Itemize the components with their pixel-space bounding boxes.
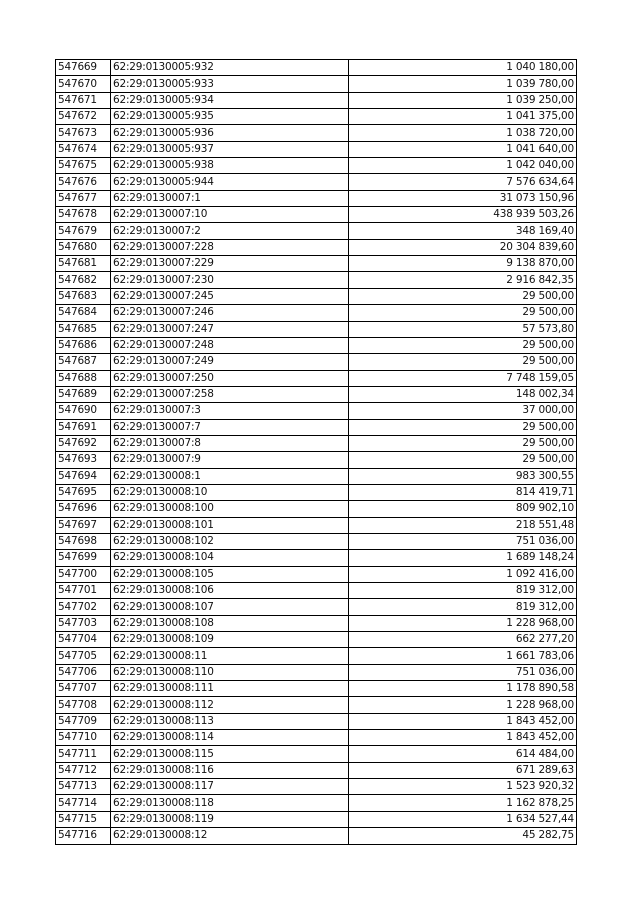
table-row bbox=[56, 583, 577, 599]
value-cell: 819 312,00 bbox=[349, 583, 577, 599]
table-body bbox=[56, 60, 577, 845]
row-id-cell: 547705 bbox=[56, 648, 111, 664]
row-id-cell: 547679 bbox=[56, 223, 111, 239]
row-id-cell: 547714 bbox=[56, 795, 111, 811]
table-row bbox=[56, 354, 577, 370]
row-id-cell: 547684 bbox=[56, 305, 111, 321]
row-id-cell: 547716 bbox=[56, 828, 111, 844]
row-id-cell: 547711 bbox=[56, 746, 111, 762]
table-row bbox=[56, 386, 577, 402]
row-id-cell: 547689 bbox=[56, 386, 111, 402]
cadastral-number-cell: 62:29:0130008:118 bbox=[111, 795, 349, 811]
value-cell: 809 902,10 bbox=[349, 501, 577, 517]
cadastral-number-cell: 62:29:0130008:113 bbox=[111, 713, 349, 729]
table-row bbox=[56, 239, 577, 255]
table-row bbox=[56, 468, 577, 484]
table-row bbox=[56, 337, 577, 353]
cadastral-number-cell: 62:29:0130008:111 bbox=[111, 681, 349, 697]
cadastral-number-cell: 62:29:0130008:117 bbox=[111, 779, 349, 795]
document-page bbox=[55, 59, 577, 845]
row-id-cell: 547688 bbox=[56, 370, 111, 386]
row-id-cell: 547709 bbox=[56, 713, 111, 729]
cadastral-number-cell: 62:29:0130007:10 bbox=[111, 207, 349, 223]
table-row bbox=[56, 501, 577, 517]
cadastral-number-cell: 62:29:0130007:3 bbox=[111, 403, 349, 419]
table-row bbox=[56, 599, 577, 615]
table-row bbox=[56, 452, 577, 468]
cadastral-number-cell: 62:29:0130008:102 bbox=[111, 533, 349, 549]
row-id-cell: 547692 bbox=[56, 435, 111, 451]
cadastral-number-cell: 62:29:0130008:12 bbox=[111, 828, 349, 844]
value-cell: 1 228 968,00 bbox=[349, 615, 577, 631]
value-cell: 662 277,20 bbox=[349, 632, 577, 648]
value-cell: 1 042 040,00 bbox=[349, 158, 577, 174]
value-cell: 1 040 180,00 bbox=[349, 60, 577, 76]
value-cell: 1 162 878,25 bbox=[349, 795, 577, 811]
row-id-cell: 547695 bbox=[56, 484, 111, 500]
cadastral-number-cell: 62:29:0130005:944 bbox=[111, 174, 349, 190]
table-row bbox=[56, 370, 577, 386]
table-row bbox=[56, 762, 577, 778]
row-id-cell: 547673 bbox=[56, 125, 111, 141]
row-id-cell: 547708 bbox=[56, 697, 111, 713]
row-id-cell: 547678 bbox=[56, 207, 111, 223]
value-cell: 31 073 150,96 bbox=[349, 190, 577, 206]
cadastral-number-cell: 62:29:0130008:115 bbox=[111, 746, 349, 762]
row-id-cell: 547671 bbox=[56, 92, 111, 108]
row-id-cell: 547669 bbox=[56, 60, 111, 76]
table-row bbox=[56, 305, 577, 321]
value-cell: 7 748 159,05 bbox=[349, 370, 577, 386]
cadastral-number-cell: 62:29:0130008:10 bbox=[111, 484, 349, 500]
cadastral-number-cell: 62:29:0130005:932 bbox=[111, 60, 349, 76]
row-id-cell: 547682 bbox=[56, 272, 111, 288]
value-cell: 814 419,71 bbox=[349, 484, 577, 500]
table-row bbox=[56, 811, 577, 827]
row-id-cell: 547681 bbox=[56, 256, 111, 272]
cadastral-number-cell: 62:29:0130007:245 bbox=[111, 288, 349, 304]
row-id-cell: 547703 bbox=[56, 615, 111, 631]
row-id-cell: 547702 bbox=[56, 599, 111, 615]
cadastral-number-cell: 62:29:0130007:258 bbox=[111, 386, 349, 402]
row-id-cell: 547698 bbox=[56, 533, 111, 549]
row-id-cell: 547706 bbox=[56, 664, 111, 680]
cadastral-number-cell: 62:29:0130005:936 bbox=[111, 125, 349, 141]
table-row bbox=[56, 141, 577, 157]
value-cell: 614 484,00 bbox=[349, 746, 577, 762]
table-row bbox=[56, 403, 577, 419]
cadastral-number-cell: 62:29:0130005:935 bbox=[111, 109, 349, 125]
value-cell: 9 138 870,00 bbox=[349, 256, 577, 272]
row-id-cell: 547691 bbox=[56, 419, 111, 435]
cadastral-number-cell: 62:29:0130005:933 bbox=[111, 76, 349, 92]
cadastral-number-cell: 62:29:0130005:934 bbox=[111, 92, 349, 108]
cadastral-number-cell: 62:29:0130007:2 bbox=[111, 223, 349, 239]
table-row bbox=[56, 223, 577, 239]
table-row bbox=[56, 713, 577, 729]
value-cell: 1 843 452,00 bbox=[349, 730, 577, 746]
value-cell: 348 169,40 bbox=[349, 223, 577, 239]
cadastral-number-cell: 62:29:0130007:250 bbox=[111, 370, 349, 386]
value-cell: 45 282,75 bbox=[349, 828, 577, 844]
table-row bbox=[56, 190, 577, 206]
value-cell: 1 041 640,00 bbox=[349, 141, 577, 157]
row-id-cell: 547675 bbox=[56, 158, 111, 174]
value-cell: 1 041 375,00 bbox=[349, 109, 577, 125]
table-row bbox=[56, 272, 577, 288]
table-row bbox=[56, 256, 577, 272]
table-row bbox=[56, 615, 577, 631]
cadastral-number-cell: 62:29:0130008:105 bbox=[111, 566, 349, 582]
value-cell: 438 939 503,26 bbox=[349, 207, 577, 223]
value-cell: 1 092 416,00 bbox=[349, 566, 577, 582]
table-row bbox=[56, 207, 577, 223]
table-row bbox=[56, 664, 577, 680]
table-row bbox=[56, 158, 577, 174]
value-cell: 29 500,00 bbox=[349, 419, 577, 435]
row-id-cell: 547670 bbox=[56, 76, 111, 92]
table-row bbox=[56, 648, 577, 664]
table-row bbox=[56, 174, 577, 190]
cadastral-number-cell: 62:29:0130008:114 bbox=[111, 730, 349, 746]
value-cell: 1 039 250,00 bbox=[349, 92, 577, 108]
table-row bbox=[56, 109, 577, 125]
value-cell: 29 500,00 bbox=[349, 354, 577, 370]
cadastral-number-cell: 62:29:0130007:228 bbox=[111, 239, 349, 255]
row-id-cell: 547701 bbox=[56, 583, 111, 599]
cadastral-number-cell: 62:29:0130007:1 bbox=[111, 190, 349, 206]
table-row bbox=[56, 632, 577, 648]
table-row bbox=[56, 484, 577, 500]
value-cell: 1 038 720,00 bbox=[349, 125, 577, 141]
row-id-cell: 547676 bbox=[56, 174, 111, 190]
table-row bbox=[56, 828, 577, 844]
table-row bbox=[56, 566, 577, 582]
row-id-cell: 547713 bbox=[56, 779, 111, 795]
cadastral-number-cell: 62:29:0130008:116 bbox=[111, 762, 349, 778]
row-id-cell: 547690 bbox=[56, 403, 111, 419]
table-row bbox=[56, 419, 577, 435]
value-cell: 1 228 968,00 bbox=[349, 697, 577, 713]
row-id-cell: 547697 bbox=[56, 517, 111, 533]
cadastral-number-cell: 62:29:0130007:246 bbox=[111, 305, 349, 321]
row-id-cell: 547687 bbox=[56, 354, 111, 370]
cadastral-number-cell: 62:29:0130008:104 bbox=[111, 550, 349, 566]
table-row bbox=[56, 288, 577, 304]
value-cell: 1 689 148,24 bbox=[349, 550, 577, 566]
cadastral-number-cell: 62:29:0130008:107 bbox=[111, 599, 349, 615]
cadastral-number-cell: 62:29:0130007:8 bbox=[111, 435, 349, 451]
row-id-cell: 547693 bbox=[56, 452, 111, 468]
row-id-cell: 547715 bbox=[56, 811, 111, 827]
table-row bbox=[56, 697, 577, 713]
row-id-cell: 547680 bbox=[56, 239, 111, 255]
value-cell: 29 500,00 bbox=[349, 288, 577, 304]
table-row bbox=[56, 60, 577, 76]
cadastral-number-cell: 62:29:0130008:108 bbox=[111, 615, 349, 631]
table-row bbox=[56, 746, 577, 762]
table-row bbox=[56, 76, 577, 92]
table-row bbox=[56, 125, 577, 141]
value-cell: 983 300,55 bbox=[349, 468, 577, 484]
table-row bbox=[56, 321, 577, 337]
cadastral-number-cell: 62:29:0130008:100 bbox=[111, 501, 349, 517]
value-cell: 1 039 780,00 bbox=[349, 76, 577, 92]
value-cell: 218 551,48 bbox=[349, 517, 577, 533]
row-id-cell: 547707 bbox=[56, 681, 111, 697]
value-cell: 1 661 783,06 bbox=[349, 648, 577, 664]
cadastral-number-cell: 62:29:0130007:230 bbox=[111, 272, 349, 288]
cadastral-number-cell: 62:29:0130008:11 bbox=[111, 648, 349, 664]
value-cell: 751 036,00 bbox=[349, 664, 577, 680]
data-table bbox=[55, 59, 577, 845]
value-cell: 37 000,00 bbox=[349, 403, 577, 419]
value-cell: 2 916 842,35 bbox=[349, 272, 577, 288]
table-row bbox=[56, 681, 577, 697]
row-id-cell: 547700 bbox=[56, 566, 111, 582]
table-row bbox=[56, 533, 577, 549]
cadastral-number-cell: 62:29:0130008:112 bbox=[111, 697, 349, 713]
value-cell: 29 500,00 bbox=[349, 452, 577, 468]
cadastral-number-cell: 62:29:0130008:1 bbox=[111, 468, 349, 484]
cadastral-number-cell: 62:29:0130008:110 bbox=[111, 664, 349, 680]
value-cell: 751 036,00 bbox=[349, 533, 577, 549]
row-id-cell: 547694 bbox=[56, 468, 111, 484]
value-cell: 7 576 634,64 bbox=[349, 174, 577, 190]
row-id-cell: 547696 bbox=[56, 501, 111, 517]
cadastral-number-cell: 62:29:0130005:938 bbox=[111, 158, 349, 174]
value-cell: 148 002,34 bbox=[349, 386, 577, 402]
value-cell: 1 178 890,58 bbox=[349, 681, 577, 697]
table-row bbox=[56, 435, 577, 451]
row-id-cell: 547686 bbox=[56, 337, 111, 353]
value-cell: 1 523 920,32 bbox=[349, 779, 577, 795]
cadastral-number-cell: 62:29:0130008:109 bbox=[111, 632, 349, 648]
value-cell: 29 500,00 bbox=[349, 305, 577, 321]
cadastral-number-cell: 62:29:0130007:248 bbox=[111, 337, 349, 353]
value-cell: 20 304 839,60 bbox=[349, 239, 577, 255]
table-row bbox=[56, 517, 577, 533]
table-row bbox=[56, 795, 577, 811]
table-row bbox=[56, 92, 577, 108]
row-id-cell: 547683 bbox=[56, 288, 111, 304]
table-row bbox=[56, 550, 577, 566]
row-id-cell: 547672 bbox=[56, 109, 111, 125]
cadastral-number-cell: 62:29:0130007:229 bbox=[111, 256, 349, 272]
cadastral-number-cell: 62:29:0130005:937 bbox=[111, 141, 349, 157]
cadastral-number-cell: 62:29:0130007:247 bbox=[111, 321, 349, 337]
row-id-cell: 547699 bbox=[56, 550, 111, 566]
cadastral-number-cell: 62:29:0130008:101 bbox=[111, 517, 349, 533]
row-id-cell: 547674 bbox=[56, 141, 111, 157]
value-cell: 29 500,00 bbox=[349, 337, 577, 353]
value-cell: 671 289,63 bbox=[349, 762, 577, 778]
row-id-cell: 547685 bbox=[56, 321, 111, 337]
value-cell: 1 843 452,00 bbox=[349, 713, 577, 729]
value-cell: 29 500,00 bbox=[349, 435, 577, 451]
cadastral-number-cell: 62:29:0130008:119 bbox=[111, 811, 349, 827]
row-id-cell: 547677 bbox=[56, 190, 111, 206]
row-id-cell: 547710 bbox=[56, 730, 111, 746]
cadastral-number-cell: 62:29:0130007:7 bbox=[111, 419, 349, 435]
row-id-cell: 547704 bbox=[56, 632, 111, 648]
cadastral-number-cell: 62:29:0130008:106 bbox=[111, 583, 349, 599]
table-row bbox=[56, 779, 577, 795]
value-cell: 819 312,00 bbox=[349, 599, 577, 615]
value-cell: 1 634 527,44 bbox=[349, 811, 577, 827]
value-cell: 57 573,80 bbox=[349, 321, 577, 337]
cadastral-number-cell: 62:29:0130007:9 bbox=[111, 452, 349, 468]
table-row bbox=[56, 730, 577, 746]
cadastral-number-cell: 62:29:0130007:249 bbox=[111, 354, 349, 370]
row-id-cell: 547712 bbox=[56, 762, 111, 778]
